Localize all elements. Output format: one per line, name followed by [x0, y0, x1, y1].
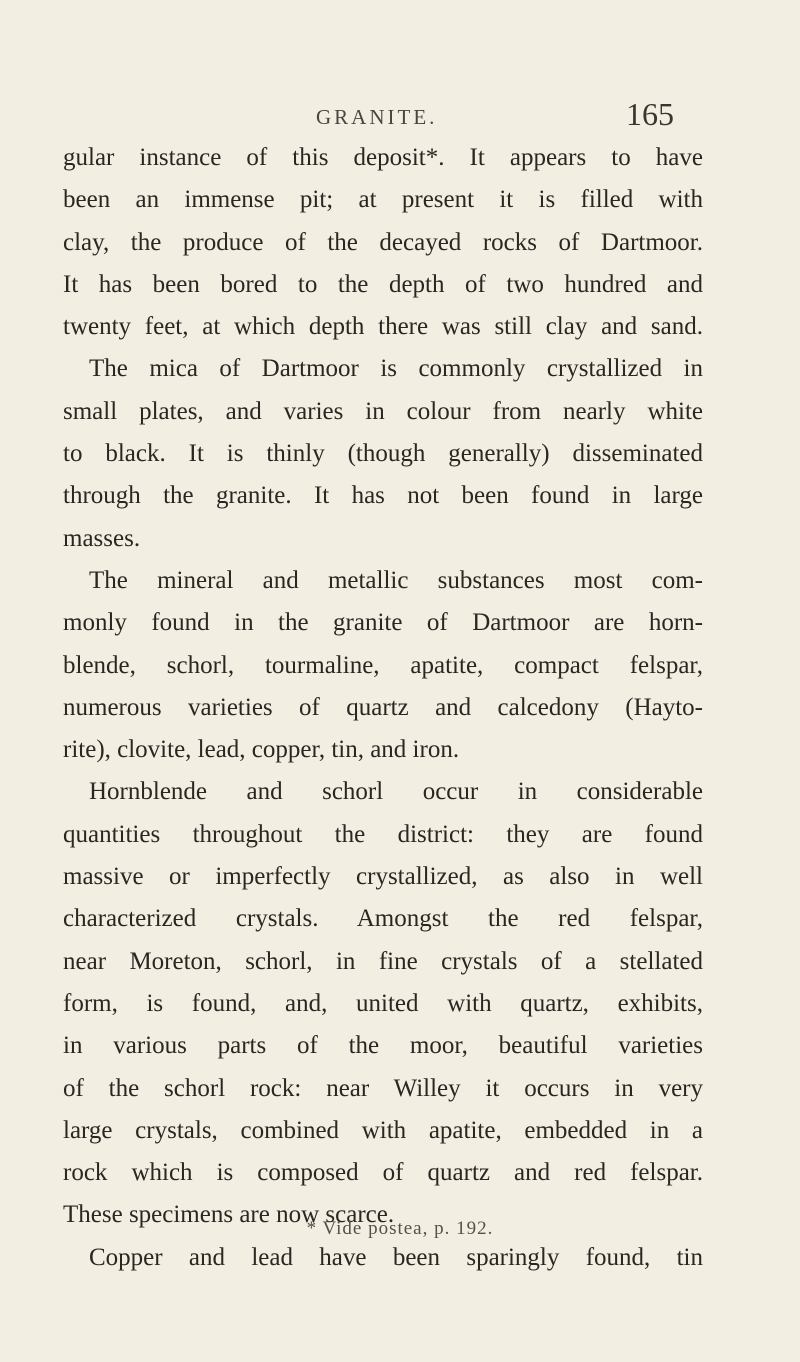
text-line: of the schorl rock: near Willey it occurs in very [63, 1074, 703, 1102]
text-line: rite), clovite, lead, copper, tin, and iron. [63, 736, 460, 764]
text-line: Hornblende and schorl occur in considerable [89, 778, 703, 806]
footnote: * Vide postea, p. 192. [306, 1218, 494, 1239]
text-line: Copper and lead have been sparingly found, tin [89, 1243, 703, 1271]
text-line: The mica of Dartmoor is commonly crystallized in [89, 355, 703, 383]
text-line: It has been bored to the depth of two hundred and [63, 270, 703, 298]
text-line: rock which is composed of quartz and red felspar. [63, 1159, 703, 1187]
text-line: quantities throughout the district: they are found [63, 820, 703, 848]
text-line: These specimens are now scarce. [63, 1201, 395, 1229]
text-line: The mineral and metallic substances most com- [89, 566, 703, 594]
text-line: form, is found, and, united with quartz, exhibits, [63, 989, 703, 1017]
text-line: small plates, and varies in colour from nearly white [63, 397, 703, 425]
body-text [63, 137, 703, 1279]
text-line: clay, the produce of the decayed rocks of Dartmoor. [63, 228, 703, 256]
text-line: to black. It is thinly (though generally) disseminated [63, 440, 703, 468]
text-line: masses. [63, 524, 141, 552]
text-line: twenty feet, at which depth there was still clay and sand. [63, 313, 703, 341]
running-head [258, 96, 678, 134]
text-line: monly found in the granite of Dartmoor are horn- [63, 609, 703, 637]
text-line: gular instance of this deposit*. It appears to have [63, 144, 703, 171]
page-number: 165 [626, 96, 674, 132]
text-line: numerous varieties of quartz and calcedony (Hayto- [63, 693, 703, 721]
text-line: blende, schorl, tourmaline, apatite, compact felspar, [63, 651, 703, 679]
text-line: massive or imperfectly crystallized, as also in well [63, 863, 703, 891]
text-line: characterized crystals. Amongst the red felspar, [63, 905, 703, 933]
text-line: been an immense pit; at present it is filled with [63, 186, 703, 214]
text-line: in various parts of the moor, beautiful varieties [63, 1032, 703, 1060]
text-line: through the granite. It has not been found in large [63, 482, 703, 510]
text-line: near Moreton, schorl, in fine crystals of a stellated [63, 947, 703, 975]
running-title: GRANITE. [316, 105, 438, 129]
text-line: large crystals, combined with apatite, embedded in a [63, 1116, 703, 1144]
